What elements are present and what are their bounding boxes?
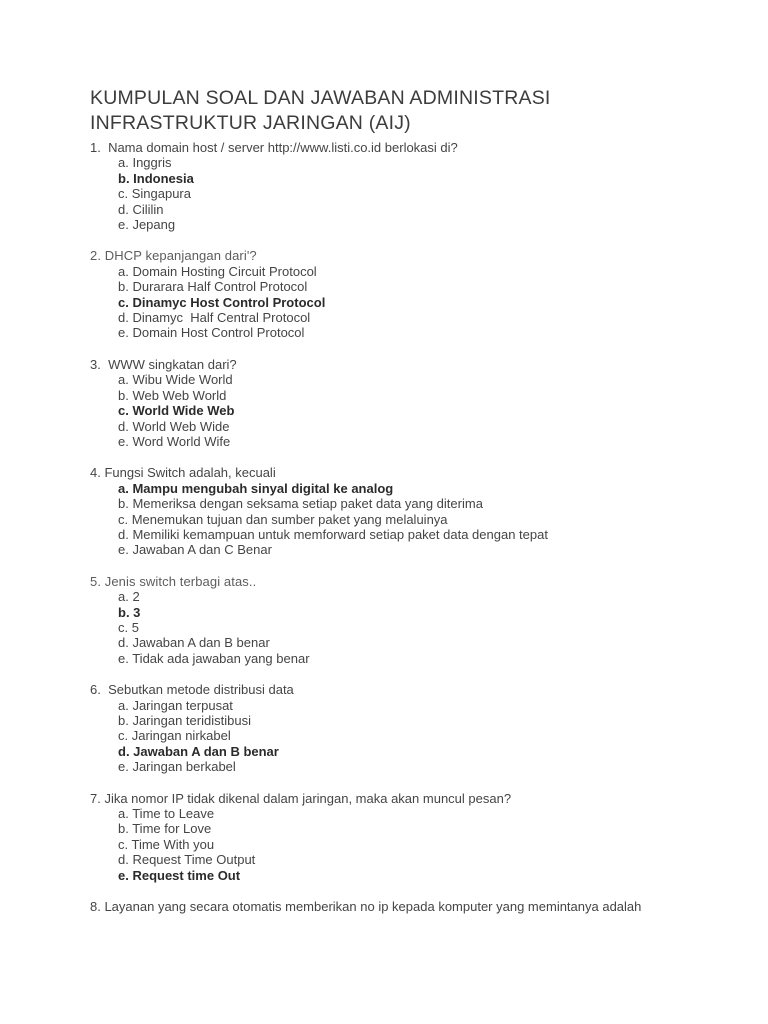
option-text: b. Time for Love [118, 821, 212, 837]
option-text: a. Inggris [118, 155, 172, 171]
answer-option-text: d. Jawaban A dan B benar [118, 743, 279, 759]
option-text: c. Time With you [118, 836, 215, 852]
option-text: a. Wibu Wide World [118, 372, 233, 388]
question-block [90, 899, 718, 914]
option-text: e. Tidak ada jawaban yang benar [118, 650, 310, 666]
question-block [90, 248, 718, 340]
option-text: b. Jaringan teridistibusi [118, 713, 251, 728]
option-text: a. Time to Leave [118, 806, 215, 822]
option-text: c. 5 [118, 619, 139, 635]
option-text: a. 2 [118, 589, 140, 605]
question-text: 2. DHCP kepanjangan dari'? [90, 248, 257, 264]
option-text: b. Memeriksa dengan seksama setiap paket data yang diterima [118, 496, 483, 512]
option-text: d. Cililin [118, 201, 164, 217]
question-list [90, 140, 718, 914]
option-text: a. Domain Hosting Circuit Protocol [118, 263, 317, 279]
option-text: e. Domain Host Control Protocol [118, 325, 305, 341]
answer-option-text: a. Mampu mengubah sinyal digital ke analog [118, 480, 394, 496]
question-text: 8. Layanan yang secara otomatis memberikan no ip kepada komputer yang memintanya adalah [90, 899, 642, 915]
document-title-line-2: INFRASTRUKTUR JARINGAN (AIJ) [90, 112, 411, 134]
answer-option-text: c. World Wide Web [118, 403, 235, 419]
option-text: e. Jawaban A dan C Benar [118, 542, 272, 558]
option-text: c. Menemukan tujuan dan sumber paket yang melaluinya [118, 511, 448, 527]
option-text: e. Jaringan berkabel [118, 759, 236, 775]
question-text: 6. Sebutkan metode distribusi data [90, 682, 294, 698]
option-text: d. Memiliki kemampuan untuk memforward setiap paket data dengan tepat [118, 526, 548, 542]
option-text: c. Singapura [118, 186, 191, 202]
question-text: 1. Nama domain host / server http://www.listi.co.id berlokasi di? [90, 140, 458, 155]
question-text: 4. Fungsi Switch adalah, kecuali [90, 465, 276, 481]
option-text: e. Jepang [118, 217, 176, 233]
option-text: e. Word World Wife [118, 433, 231, 449]
document-title-line-1: KUMPULAN SOAL DAN JAWABAN ADMINISTRASI [90, 87, 551, 109]
question-block [90, 682, 718, 774]
answer-option-text: b. Indonesia [118, 170, 194, 186]
option-text: c. Jaringan nirkabel [118, 728, 231, 744]
question-block [90, 791, 718, 883]
answer-option-text: c. Dinamyc Host Control Protocol [118, 294, 326, 310]
option-text: d. Jawaban A dan B benar [118, 635, 270, 651]
option-text: d. World Web Wide [118, 418, 230, 434]
answer-option-text: e. Request time Out [118, 867, 241, 883]
option-text: a. Jaringan terpusat [118, 697, 233, 713]
option-text: d. Request Time Output [118, 852, 256, 868]
question-text: 3. WWW singkatan dari? [90, 356, 237, 372]
question-block [90, 574, 718, 666]
question-block [90, 357, 718, 449]
question-block [90, 465, 718, 557]
question-text: 5. Jenis switch terbagi atas.. [90, 573, 257, 589]
document-title [90, 86, 718, 136]
option-text: b. Durarara Half Control Protocol [118, 279, 308, 295]
question-block [90, 140, 718, 232]
option-text: b. Web Web World [118, 387, 227, 403]
option-text: d. Dinamyc Half Central Protocol [118, 310, 311, 326]
question-text: 7. Jika nomor IP tidak dikenal dalam jaringan, maka akan muncul pesan? [90, 790, 512, 806]
answer-option-text: b. 3 [118, 604, 141, 620]
